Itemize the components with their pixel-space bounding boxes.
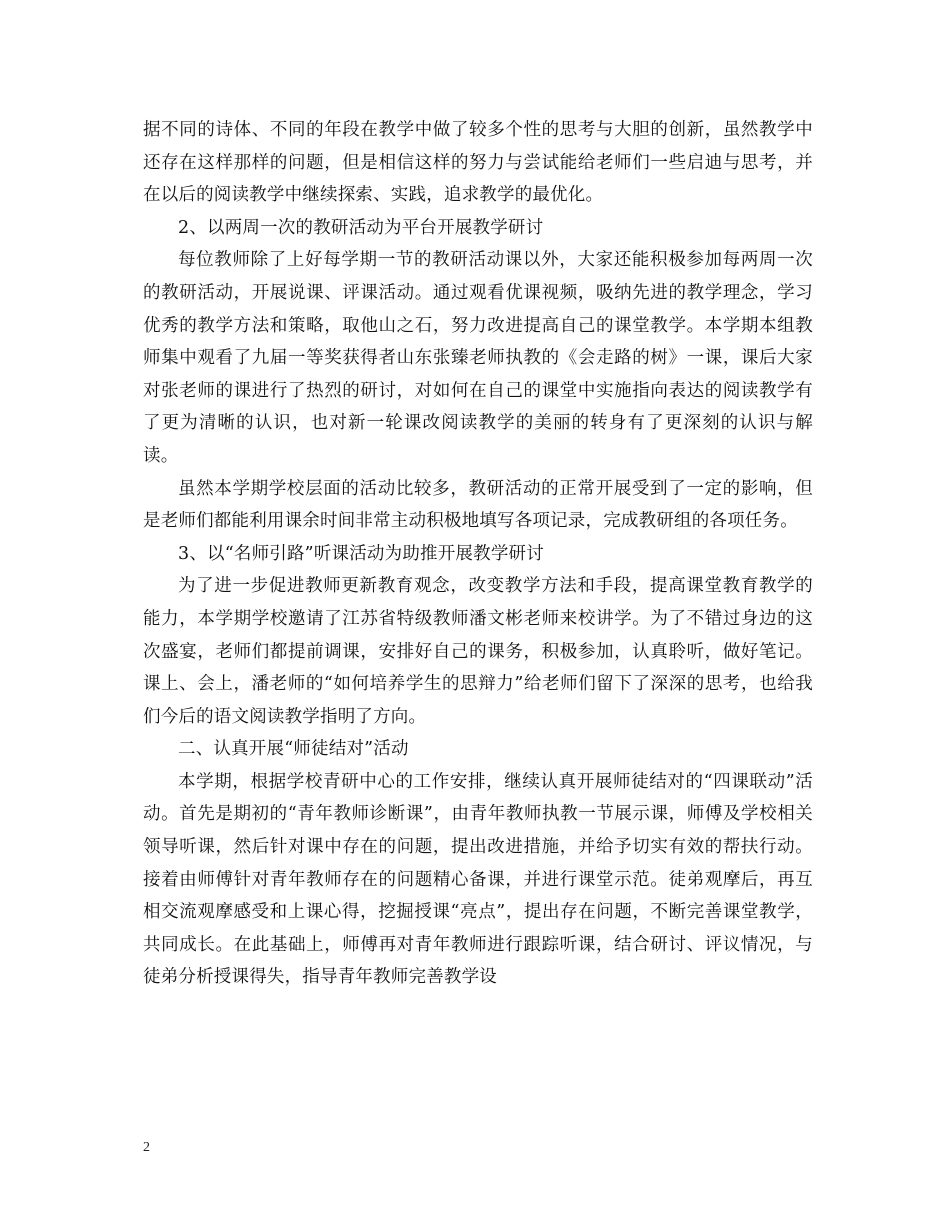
- section-heading-master-teacher: 3、以“名师引路”听课活动为助推开展教学研讨: [178, 543, 544, 564]
- section-heading-mentorship: 二、认真开展“师徒结对”活动: [178, 739, 409, 760]
- document-body: [143, 114, 813, 994]
- paragraph-continuation: 据不同的诗体、不同的年段在教学中做了较多个性的思考与大胆的创新，虽然教学中还存在这样那样的问题，但是相信这样的努力与尝试能给老师们一些启迪与思考，并在以后的阅读教学中继续探索、实践，追求教学的最优化。: [143, 120, 813, 206]
- page-number: 2: [143, 1140, 150, 1155]
- paragraph-master-teacher: 为了进一步促进教师更新教育观念，改变教学方法和手段，提高课堂教育教学的能力，本学期学校邀请了江苏省特级教师潘文彬老师来校讲学。为了不错过身边的这次盛宴，老师们都提前调课，安排好自己的课务，积极参加，认真聆听，做好笔记。课上、会上，潘老师的“如何培养学生的思辩力”给老师们留下了深深的思考，也给我们今后的语文阅读教学指明了方向。: [143, 576, 813, 727]
- section-heading-biweekly-research: 2、以两周一次的教研活动为平台开展教学研讨: [178, 217, 544, 238]
- paragraph-activity-records: 虽然本学期学校层面的活动比较多，教研活动的正常开展受到了一定的影响，但是老师们都能利用课余时间非常主动积极地填写各项记录，完成教研组的各项任务。: [143, 478, 813, 532]
- paragraph-biweekly-research: 每位教师除了上好每学期一节的教研活动课以外，大家还能积极参加每两周一次的教研活动，开展说课、评课活动。通过观看优课视频，吸纳先进的教学理念，学习优秀的教学方法和策略，取他山之石，努力改进提高自己的课堂教学。本学期本组教师集中观看了九届一等奖获得者山东张臻老师执教的《会走路的树》一课，课后大家对张老师的课进行了热烈的研讨，对如何在自己的课堂中实施指向表达的阅读教学有了更为清晰的认识，也对新一轮课改阅读教学的美丽的转身有了更深刻的认识与解读。: [143, 250, 813, 466]
- paragraph-mentorship: 本学期，根据学校青研中心的工作安排，继续认真开展师徒结对的“四课联动”活动。首先是期初的“青年教师诊断课”，由青年教师执教一节展示课，师傅及学校相关领导听课，然后针对课中存在的问题，提出改进措施，并给予切实有效的帮扶行动。接着由师傅针对青年教师存在的问题精心备课，并进行课堂示范。徒弟观摩后，再互相交流观摩感受和上课心得，挖掘授课“亮点”，提出存在问题，不断完善课堂教学，共同成长。在此基础上，师傅再对青年教师进行跟踪听课，结合研讨、评议情况，与徒弟分析授课得失，指导青年教师完善教学设: [143, 771, 813, 988]
